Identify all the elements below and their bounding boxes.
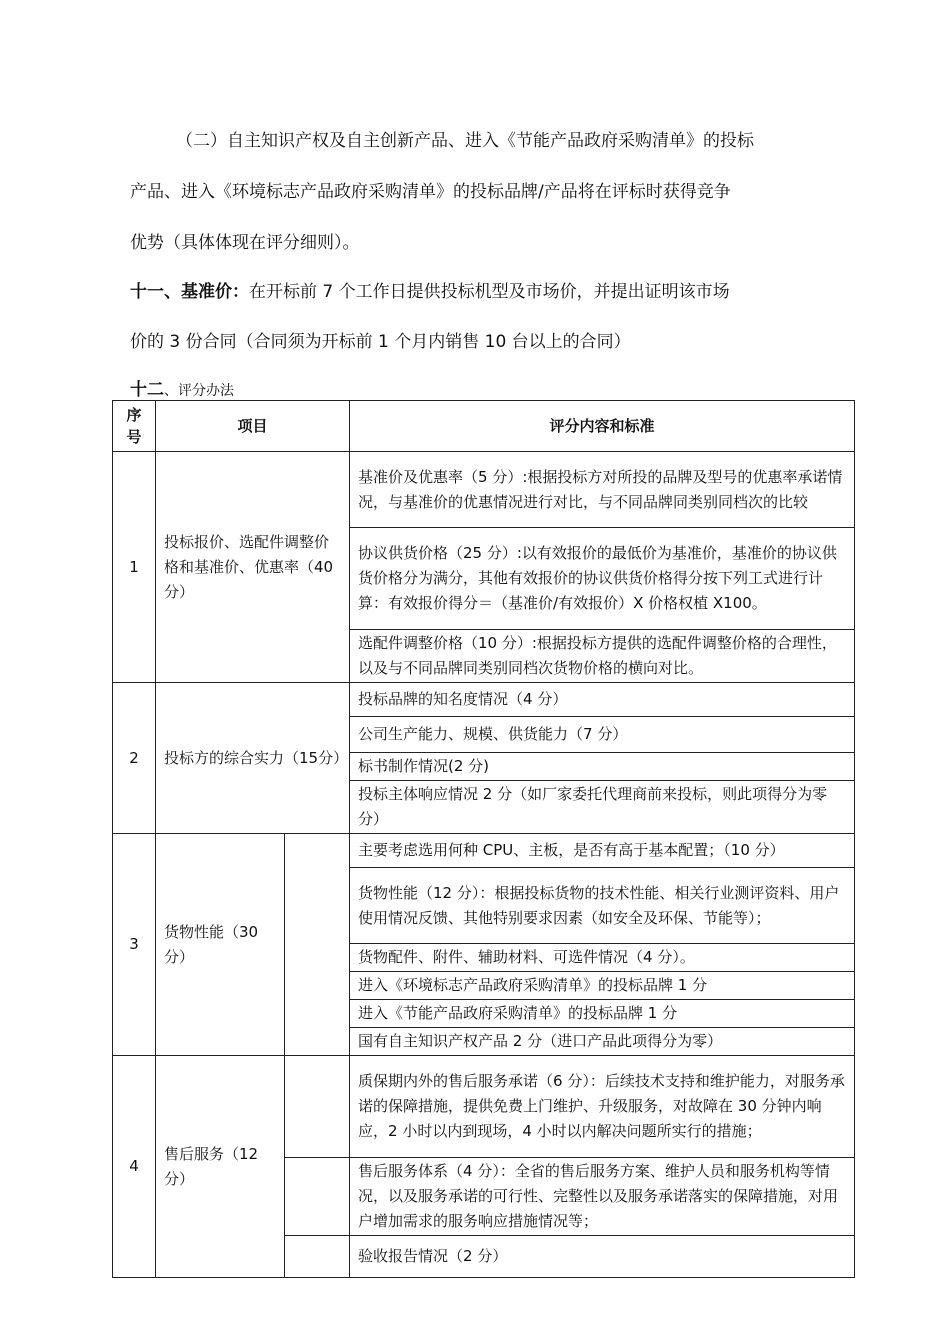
table-row (113, 452, 855, 528)
row-subcell-empty (285, 834, 350, 1056)
criteria-cell: 基准价及优惠率（5 分）:根据投标方对所投的品牌及型号的优惠率承诺情况，与基准价的优惠情况进行对比，与不同品牌同类别同档次的比较 (350, 452, 855, 528)
criteria-cell: 公司生产能力、规模、供货能力（7 分） (350, 717, 855, 753)
criteria-cell: 投标主体响应情况 2 分（如厂家委托代理商前来投标，则此项得分为零分） (350, 781, 855, 834)
header-seq: 序号 (113, 401, 156, 452)
row-subcell-empty (285, 1056, 350, 1158)
criteria-cell: 协议供货价格（25 分）:以有效报价的最低价为基准价，基准价的协议供货价格分为满分，其他有效报价的协议供货价格得分按下列工式进行计算：有效报价得分＝（基准价/有效报价）X 价格权植 X100。 (350, 528, 855, 630)
criteria-cell: 售后服务体系（4 分）：全省的售后服务方案、维护人员和服务机构等情况，以及服务承诺的可行性、完整性以及服务承诺落实的保障措施，对用户增加需求的服务响应措施情况等； (350, 1158, 855, 1236)
row-subcell-empty (285, 1158, 350, 1236)
row-item: 货物性能（30分） (156, 834, 285, 1056)
table-row (113, 1056, 855, 1158)
table-header-row (113, 401, 855, 452)
criteria-cell: 验收报告情况（2 分） (350, 1236, 855, 1278)
row-seq: 1 (113, 452, 156, 683)
header-criteria: 评分内容和标准 (350, 401, 855, 452)
table-row (113, 683, 855, 717)
row-seq: 2 (113, 683, 156, 834)
criteria-cell: 进入《环境标志产品政府采购清单》的投标品牌 1 分 (350, 972, 855, 1000)
header-item: 项目 (156, 401, 350, 452)
section-two-line-3: 优势（具体体现在评分细则）。 (130, 233, 360, 253)
row-item: 售后服务（12分） (156, 1056, 285, 1278)
criteria-cell: 标书制作情况(2 分) (350, 753, 855, 781)
criteria-cell: 货物性能（12 分）：根据投标货物的技术性能、相关行业测评资料、用户使用情况反馈、其他特别要求因素（如安全及环保、节能等）； (350, 868, 855, 944)
section-eleven-line-1 (130, 277, 730, 302)
row-seq: 3 (113, 834, 156, 1056)
criteria-cell: 主要考虑选用何种 CPU、主板，是否有高于基本配置；（10 分） (350, 834, 855, 868)
section-two-line-2: 产品、进入《环境标志产品政府采购清单》的投标品牌/产品将在评标时获得竞争 (130, 182, 731, 202)
criteria-cell: 货物配件、附件、辅助材料、可选件情况（4 分）。 (350, 944, 855, 972)
row-item: 投标方的综合实力（15分） (156, 683, 350, 834)
scoring-table (112, 400, 855, 1278)
row-item: 投标报价、选配件调整价格和基准价、优惠率（40分） (156, 452, 350, 683)
section-eleven-text-1: 在开标前 7 个工作日提供投标机型及市场价，并提出证明该市场 (249, 282, 730, 302)
section-twelve-title: 、评分办法 (164, 383, 234, 399)
criteria-cell: 投标品牌的知名度情况（4 分） (350, 683, 855, 717)
section-eleven-heading: 十一、基准价： (130, 282, 249, 302)
section-eleven-line-2: 价的 3 份合同（合同须为开标前 1 个月内销售 10 台以上的合同） (130, 332, 631, 352)
criteria-cell: 选配件调整价格（10 分）:根据投标方提供的选配件调整价格的合理性，以及与不同品牌同类别同档次货物价格的横向对比。 (350, 630, 855, 683)
section-two-line-1: （二）自主知识产权及自主创新产品、进入《节能产品政府采购清单》的投标 (176, 131, 754, 151)
table-row (113, 834, 855, 868)
criteria-cell: 国有自主知识产权产品 2 分（进口产品此项得分为零） (350, 1028, 855, 1056)
row-subcell-empty (285, 1236, 350, 1278)
section-twelve-heading: 十二 (130, 380, 164, 400)
criteria-cell: 质保期内外的售后服务承诺（6 分）：后续技术支持和维护能力，对服务承诺的保障措施，提供免费上门维护、升级服务，对故障在 30 分钟内响应，2 小时以内到现场，4 小时以内解决问题所实行的措施； (350, 1056, 855, 1158)
criteria-cell: 进入《节能产品政府采购清单》的投标品牌 1 分 (350, 1000, 855, 1028)
section-twelve-heading-line (130, 375, 234, 400)
row-seq: 4 (113, 1056, 156, 1278)
